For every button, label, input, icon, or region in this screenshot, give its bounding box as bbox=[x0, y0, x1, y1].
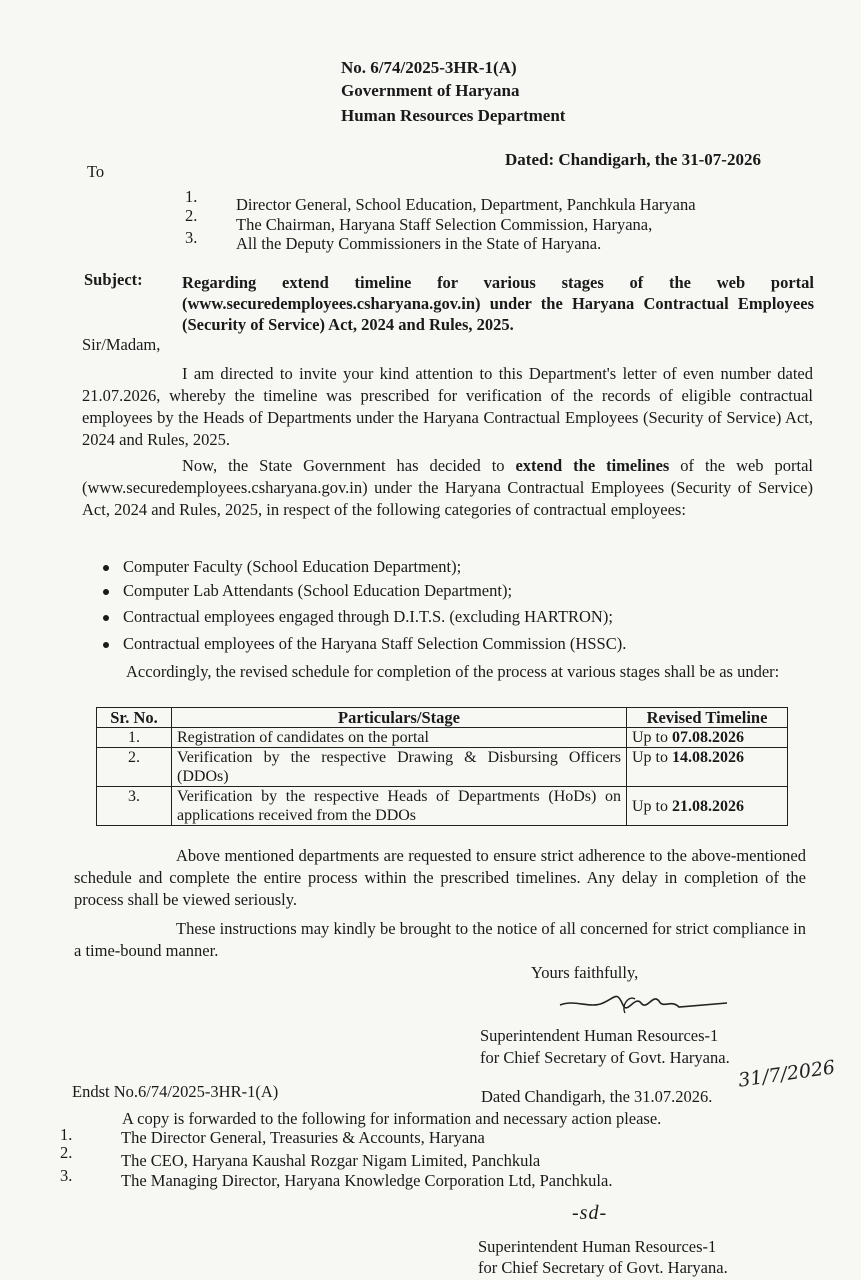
department-name: Human Resources Department bbox=[341, 106, 566, 125]
timeline-date: 21.08.2026 bbox=[672, 797, 744, 815]
letter-number: No. 6/74/2025-3HR-1(A) bbox=[341, 58, 517, 77]
timeline-date: 14.08.2026 bbox=[672, 749, 744, 766]
bullet-icon bbox=[103, 615, 109, 621]
table-row bbox=[97, 787, 788, 826]
table-cell-timeline bbox=[627, 728, 788, 748]
category-item bbox=[103, 581, 512, 601]
endorsement-item-number: 1. bbox=[60, 1125, 73, 1144]
paragraph-2-start: Now, the State Government has decided to bbox=[182, 456, 516, 475]
table-cell-timeline bbox=[627, 787, 788, 826]
category-item bbox=[103, 634, 626, 654]
to-label: To bbox=[87, 162, 105, 181]
schedule-table bbox=[96, 707, 788, 826]
endorsement-item-number: 2. bbox=[60, 1143, 73, 1162]
timeline-prefix: Up to bbox=[632, 797, 672, 815]
table-cell-timeline bbox=[627, 748, 788, 787]
category-text: Computer Lab Attendants (School Education Department); bbox=[123, 581, 513, 600]
bullet-icon bbox=[103, 642, 109, 648]
closing: Yours faithfully, bbox=[531, 963, 639, 982]
table-header-cell: Sr. No. bbox=[97, 708, 172, 728]
signature-image bbox=[555, 985, 735, 1025]
category-item bbox=[103, 607, 613, 627]
timeline-prefix: Up to bbox=[632, 729, 672, 746]
table-header-cell: Revised Timeline bbox=[627, 708, 788, 728]
endorsement-item-text: The Director General, Treasuries & Accounts, Haryana bbox=[121, 1128, 485, 1147]
table-cell-sr: 2. bbox=[97, 748, 172, 787]
table-row bbox=[97, 748, 788, 787]
timeline-date: 07.08.2026 bbox=[672, 729, 744, 746]
recipient-text: All the Deputy Commissioners in the State of Haryana. bbox=[236, 234, 602, 253]
recipient-number: 2. bbox=[185, 206, 198, 225]
endorsement-signatory-title: Superintendent Human Resources-1 bbox=[478, 1237, 717, 1256]
bullet-icon bbox=[103, 565, 109, 571]
table-header-row bbox=[97, 708, 788, 728]
dated-line: Dated: Chandigarh, the 31-07-2026 bbox=[505, 150, 761, 169]
table-header-cell: Particulars/Stage bbox=[172, 708, 627, 728]
paragraph-4: Above mentioned departments are requested to ensure strict adherence to the above-mentioned schedule and complete the entire process within the prescribed timelines. Any delay in completion of the process shall be viewed seriously. bbox=[74, 846, 806, 909]
endorsement-item-text: The CEO, Haryana Kaushal Rozgar Nigam Limited, Panchkula bbox=[121, 1151, 541, 1170]
category-text: Computer Faculty (School Education Department); bbox=[123, 557, 462, 576]
timeline-prefix: Up to bbox=[632, 749, 672, 766]
table-cell-sr: 3. bbox=[97, 787, 172, 826]
recipient-text: Director General, School Education, Department, Panchkula Haryana bbox=[236, 195, 696, 214]
endorsement-intro: A copy is forwarded to the following for information and necessary action please. bbox=[122, 1109, 662, 1128]
table-cell-stage: Verification by the respective Heads of Departments (HoDs) on applications received from the DDOs bbox=[172, 787, 627, 826]
handwritten-date: 31/7/2026 bbox=[736, 1056, 837, 1092]
endorsement-signatory-office: for Chief Secretary of Govt. Haryana. bbox=[478, 1258, 728, 1277]
paragraph-2-end: of the web portal (www.securedemployees.csharyana.gov.in) under the Haryana Contractual Employees (Security of Service) Act, 2024 and Rules, 2025, in respect of the following categories of contractual employees: bbox=[82, 456, 813, 519]
category-item bbox=[103, 557, 461, 577]
signatory-office: for Chief Secretary of Govt. Haryana. bbox=[480, 1048, 730, 1067]
paragraph-5: These instructions may kindly be brought to the notice of all concerned for strict compliance in a time-bound manner. bbox=[74, 919, 806, 960]
endorsement-item-number: 3. bbox=[60, 1166, 73, 1185]
endorsement-item-text: The Managing Director, Haryana Knowledge Corporation Ltd, Panchkula. bbox=[121, 1171, 613, 1190]
table-cell-sr: 1. bbox=[97, 728, 172, 748]
recipient-number: 1. bbox=[185, 187, 198, 206]
salutation: Sir/Madam, bbox=[82, 335, 161, 354]
recipient-number: 3. bbox=[185, 228, 198, 247]
sd-mark: -sd- bbox=[572, 1202, 608, 1224]
paragraph-2 bbox=[82, 455, 813, 521]
government-name: Government of Haryana bbox=[341, 81, 520, 100]
category-text: Contractual employees of the Haryana Staff Selection Commission (HSSC). bbox=[123, 634, 627, 653]
table-cell-stage: Registration of candidates on the portal bbox=[172, 728, 627, 748]
table-row bbox=[97, 728, 788, 748]
table-cell-stage: Verification by the respective Drawing & Disbursing Officers (DDOs) bbox=[172, 748, 627, 787]
endorsement-number: Endst No.6/74/2025-3HR-1(A) bbox=[72, 1082, 279, 1101]
endorsement-date: Dated Chandigarh, the 31.07.2026. bbox=[481, 1087, 713, 1106]
category-text: Contractual employees engaged through D.I.T.S. (excluding HARTRON); bbox=[123, 607, 613, 626]
paragraph-2-emphasis: extend the timelines bbox=[515, 456, 670, 475]
subject-label: Subject: bbox=[84, 270, 143, 289]
paragraph-1: I am directed to invite your kind attention to this Department's letter of even number dated 21.07.2026, whereby the timeline was prescribed for verification of the records of eligible contractual employees by the Heads of Departments under the Haryana Contractual Employees (Security of Service) Act, 2024 and Rules, 2025. bbox=[82, 364, 813, 449]
subject-text: Regarding extend timeline for various stages of the web portal (www.securedemployees.csharyana.gov.in) under the Haryana Contractual Employees (Security of Service) Act, 2024 and Rules, 2025. bbox=[182, 273, 814, 334]
signatory-title: Superintendent Human Resources-1 bbox=[480, 1026, 719, 1045]
paragraph-3: Accordingly, the revised schedule for completion of the process at various stages shall be as under: bbox=[126, 662, 780, 681]
recipient-text: The Chairman, Haryana Staff Selection Commission, Haryana, bbox=[236, 215, 653, 234]
bullet-icon bbox=[103, 589, 109, 595]
